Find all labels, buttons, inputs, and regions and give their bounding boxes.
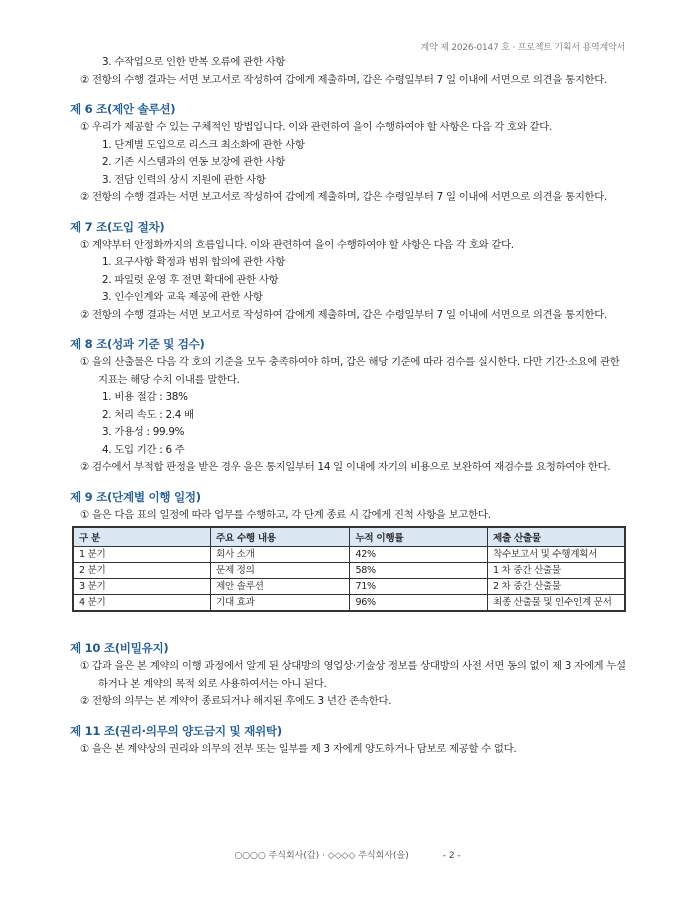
table-row: [73, 579, 625, 595]
list-item: 1. 요구사항 확정과 범위 합의에 관한 사항: [102, 256, 286, 268]
schedule-table: [72, 526, 626, 612]
paragraph: ② 전항의 의무는 본 계약이 종료되거나 해지된 후에도 3 년간 존속한다.: [80, 695, 392, 707]
table-header-row: [73, 527, 625, 547]
table-cell: 기대 효과: [210, 595, 349, 612]
table-cell: 1 차 중간 산출물: [487, 563, 625, 579]
list-item: 2. 처리 속도 : 2.4 배: [102, 408, 194, 421]
list-item: 2. 파일럿 운영 후 전면 확대에 관한 사항: [102, 273, 279, 286]
table-cell: 71%: [350, 579, 488, 595]
article-title: 제 10 조(비밀유지): [70, 641, 169, 655]
table-row: [73, 563, 625, 579]
list-item: 4. 도입 기간 : 6 주: [102, 443, 185, 456]
column-header: 구 분: [73, 527, 210, 547]
table-cell: 제안 솔루션: [210, 579, 349, 595]
table-cell: 3 분기: [73, 579, 210, 595]
table-cell: 최종 산출물 및 인수인계 문서: [487, 595, 625, 612]
table-row: [73, 595, 625, 612]
list-item: 2. 기존 시스템과의 연동 보장에 관한 사항: [102, 156, 286, 168]
column-header: 주요 수행 내용: [210, 527, 349, 547]
article-title: 제 11 조(권리·의무의 양도금지 및 재위탁): [70, 723, 282, 738]
article-title: 제 6 조(제안 솔루션): [70, 102, 176, 116]
list-item: 3. 인수인계와 교육 제공에 관한 사항: [102, 291, 263, 303]
table-cell: 2 분기: [73, 563, 210, 579]
table-cell: 96%: [350, 595, 488, 612]
table-cell: 착수보고서 및 수행계획서: [487, 547, 625, 563]
paragraph: ① 을의 산출물은 다음 각 호의 기준을 모두 충족하여야 하며, 갑은 해당 기준에 따라 검수를 실시한다. 다만 기간·소요에 관한 지표는 해당 수치 이내를 말한다.: [80, 356, 620, 386]
paragraph: ① 우리가 제공할 수 있는 구체적인 방법입니다. 이와 관련하여 을이 수행하여야 할 사항은 다음 각 호와 같다.: [80, 121, 553, 133]
document-footer: [0, 848, 695, 861]
paragraph: ② 검수에서 부적합 판정을 받은 경우 을은 통지일부터 14 일 이내에 자기의 비용으로 보완하여 재검수를 요청하여야 한다.: [80, 461, 611, 473]
paragraph: ② 전항의 수행 결과는 서면 보고서로 작성하여 갑에게 제출하며, 갑은 수령일부터 7 일 이내에 서면으로 의견을 통지한다.: [80, 308, 608, 321]
list-item: 3. 전담 인력의 상시 지원에 관한 사항: [102, 173, 266, 186]
table-cell: 회사 소개: [210, 547, 349, 563]
article-title: 제 8 조(성과 기준 및 검수): [70, 337, 205, 351]
article-title: 제 7 조(도입 절차): [70, 219, 165, 234]
footer-parties: ○○○○ 주식회사(갑) · ◇◇◇◇ 주식회사(을): [234, 851, 409, 861]
paragraph: ② 전항의 수행 결과는 서면 보고서로 작성하여 갑에게 제출하며, 갑은 수령일부터 7 일 이내에 서면으로 의견을 통지한다.: [80, 191, 608, 203]
table-cell: 2 차 중간 산출물: [487, 579, 625, 595]
table-cell: 4 분기: [73, 595, 210, 612]
list-item: 3. 가용성 : 99.9%: [102, 426, 185, 438]
list-item: 1. 단계별 도입으로 리스크 최소화에 관한 사항: [102, 138, 305, 151]
paragraph: ① 을은 다음 표의 일정에 따라 업무를 수행하고, 각 단계 종료 시 갑에게 진척 사항을 보고한다.: [80, 508, 491, 521]
table-row: [73, 547, 625, 563]
paragraph: ① 을은 본 계약상의 권리와 의무의 전부 또는 일부를 제 3 자에게 양도하거나 담보로 제공할 수 없다.: [80, 742, 517, 755]
table-cell: 58%: [350, 563, 488, 579]
list-item: 1. 비용 절감 : 38%: [102, 391, 188, 403]
paragraph: ② 전항의 수행 결과는 서면 보고서로 작성하여 갑에게 제출하며, 갑은 수령일부터 7 일 이내에 서면으로 의견을 통지한다.: [80, 73, 608, 86]
table-cell: 42%: [350, 547, 488, 563]
document-body: [70, 54, 626, 758]
paragraph: ① 계약부터 안정화까지의 흐름입니다. 이와 관련하여 을이 수행하여야 할 사항은 다음 각 호와 같다.: [80, 238, 514, 251]
document-header: 계약 제 2026-0147 호 · 프로젝트 기획서 용역계약서: [420, 43, 625, 53]
column-header: 제출 산출물: [487, 527, 625, 547]
table-cell: 1 분기: [73, 547, 210, 563]
table-cell: 문제 정의: [210, 563, 349, 579]
page-number: - 2 -: [442, 851, 461, 861]
column-header: 누적 이행률: [350, 527, 488, 547]
list-item: 3. 수작업으로 인한 반복 오류에 관한 사항: [102, 56, 286, 68]
article-title: 제 9 조(단계별 이행 일정): [70, 489, 201, 504]
paragraph: ① 갑과 을은 본 계약의 이행 과정에서 알게 된 상대방의 영업상·기술상 정보를 상대방의 사전 서면 동의 없이 제 3 자에게 누설하거나 본 계약의 목적 외로 사용하여서는 아니 된다.: [80, 660, 626, 690]
